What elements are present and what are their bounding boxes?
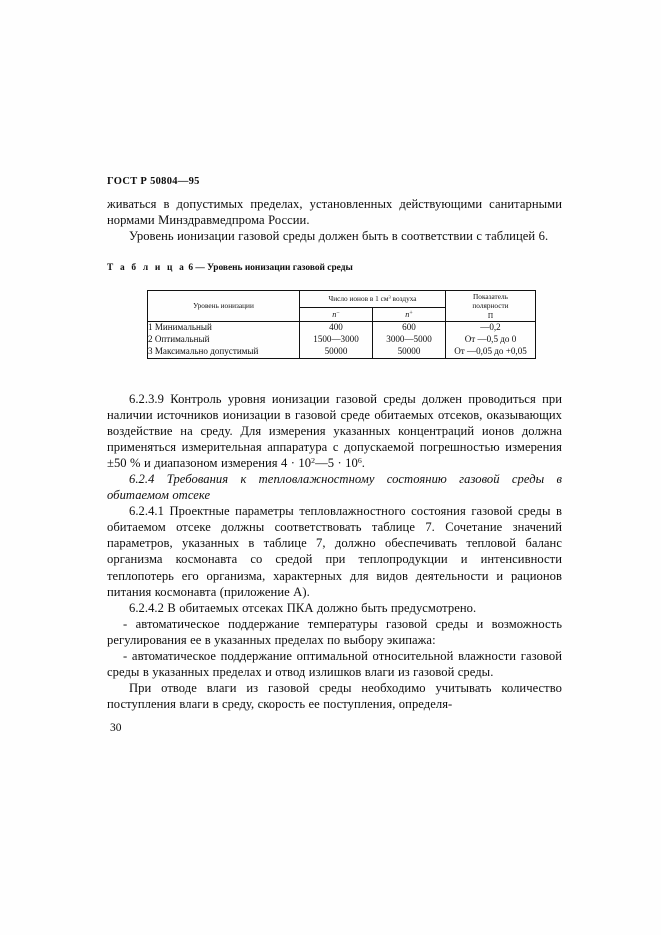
table-body bbox=[148, 322, 536, 359]
paragraph-ionization-reference: Уровень ионизации газовой среды должен быть в соответствии с таблицей 6. bbox=[129, 229, 549, 244]
header-n-negative-sign: − bbox=[336, 310, 340, 317]
header-n-positive-sign: + bbox=[409, 310, 413, 317]
header-ion-count-text: Число ионов в 1 см bbox=[328, 294, 389, 304]
cell-polarity-values bbox=[446, 322, 536, 359]
paragraph-6-2-3-9-text: 6.2.3.9 Контроль уровня ионизации газовой среды должен проводиться при наличии источников ионизации в газовой среде обитаемых отсеков, оказывающих воздействие на среду. Для измерения указанных концентраций ионов должна применяться измерительная аппаратура с допускаемой погрешностью измерения ±50 % и диапазоном измерения 4 · 10 bbox=[107, 392, 562, 471]
header-ion-count-tail: воздуха bbox=[390, 294, 417, 304]
heading-6-2-4-number: 6.2.4 bbox=[129, 472, 167, 487]
header-n-positive bbox=[373, 308, 446, 322]
paragraph-6-2-3-9 bbox=[107, 391, 562, 471]
header-level: Уровень ионизации bbox=[148, 291, 300, 322]
table-6-wrapper bbox=[147, 290, 535, 359]
table-header-row-top bbox=[148, 291, 536, 308]
header-n-negative bbox=[300, 308, 373, 322]
paragraph-continued: живаться в допустимых пределах, установленных действующими санитарными нормами Минздравмедпрома России. bbox=[107, 197, 562, 228]
cell-level-3: 3 Максимально допустимый bbox=[148, 345, 259, 356]
paragraph-6-2-3-9-mid: —5 · 10 bbox=[315, 456, 358, 471]
paragraph-6-2-4-1: 6.2.4.1 Проектные параметры тепловлажностного состояния газовой среды в обитаемом отсеке должны соответствовать таблице 7. Сочетание значений параметров, указанных в таблице 7, должно обеспечивать тепловой баланс организма космонавта со средой при теплопродукции и интенсивности теплопотерь его организма, характерных для видов деятельности и рационов питания космонавта (приложение А). bbox=[107, 504, 562, 599]
table-caption-title: Уровень ионизации газовой среды bbox=[207, 263, 353, 273]
paragraph-6-2-3-9-exp1: 2 bbox=[311, 456, 316, 466]
cell-n-negative-values bbox=[300, 322, 373, 359]
cell-n-negative-1: 400 bbox=[329, 322, 343, 332]
header-ion-count bbox=[300, 291, 446, 308]
table-row bbox=[148, 322, 536, 359]
paragraph-final: При отводе влаги из газовой среды необходимо учитывать количество поступления влаги в среду, скорость ее поступления, определя- bbox=[107, 680, 562, 711]
heading-6-2-4-text: Требования к тепловлажностному состоянию газовой среды в обитаемом отсеке bbox=[107, 472, 562, 503]
header-polarity-line2: полярности bbox=[472, 301, 509, 311]
heading-6-2-4 bbox=[107, 471, 562, 503]
cell-polarity-2: От —0,5 до 0 bbox=[464, 333, 517, 344]
table-caption bbox=[107, 263, 353, 273]
table-caption-label: Т а б л и ц а bbox=[107, 263, 187, 273]
cell-n-positive-2: 3000—5000 bbox=[386, 333, 432, 344]
bullet-item-2: - автоматическое поддержание оптимальной относительной влажности газовой среды в указанных пределах и отвод излишков влаги из газовой среды. bbox=[107, 648, 562, 679]
page-number: 30 bbox=[110, 722, 122, 734]
table-header bbox=[148, 291, 536, 322]
cell-n-negative-2: 1500—3000 bbox=[313, 333, 359, 344]
table-caption-number: 6 — bbox=[186, 263, 208, 273]
cell-n-positive-3: 50000 bbox=[397, 345, 421, 356]
bullet-item-1: - автоматическое поддержание температуры газовой среды и возможность регулирования ее в указанных пределах по выбору экипажа: bbox=[107, 616, 562, 647]
cell-level-1: 1 Минимальный bbox=[148, 322, 212, 332]
header-n-positive-symbol: n bbox=[405, 310, 410, 319]
text-column bbox=[107, 196, 562, 244]
header-ion-count-exponent: 3 bbox=[388, 295, 391, 301]
table-ionization-levels bbox=[147, 290, 536, 359]
cell-n-negative-3: 50000 bbox=[324, 345, 348, 356]
paragraph-6-2-4-2: 6.2.4.2 В обитаемых отсеках ПКА должно быть предусмотрено. bbox=[129, 600, 477, 615]
cell-polarity-3: От —0,05 до +0,05 bbox=[454, 345, 527, 356]
header-polarity bbox=[446, 291, 536, 322]
cell-levels bbox=[148, 322, 300, 359]
cell-polarity-1: —0,2 bbox=[480, 322, 501, 332]
running-head: ГОСТ Р 50804—95 bbox=[107, 176, 200, 187]
header-polarity-line1: Показатель bbox=[473, 292, 508, 302]
paragraph-6-2-3-9-end: . bbox=[361, 456, 365, 471]
cell-n-positive-values bbox=[373, 322, 446, 359]
header-n-negative-symbol: n bbox=[332, 310, 337, 319]
paragraph-6-2-3-9-exp2: 6 bbox=[357, 456, 362, 466]
cell-level-2: 2 Оптимальный bbox=[148, 333, 210, 344]
header-polarity-line3: П bbox=[487, 310, 494, 320]
text-column-lower bbox=[107, 391, 562, 712]
cell-n-positive-1: 600 bbox=[402, 322, 416, 332]
